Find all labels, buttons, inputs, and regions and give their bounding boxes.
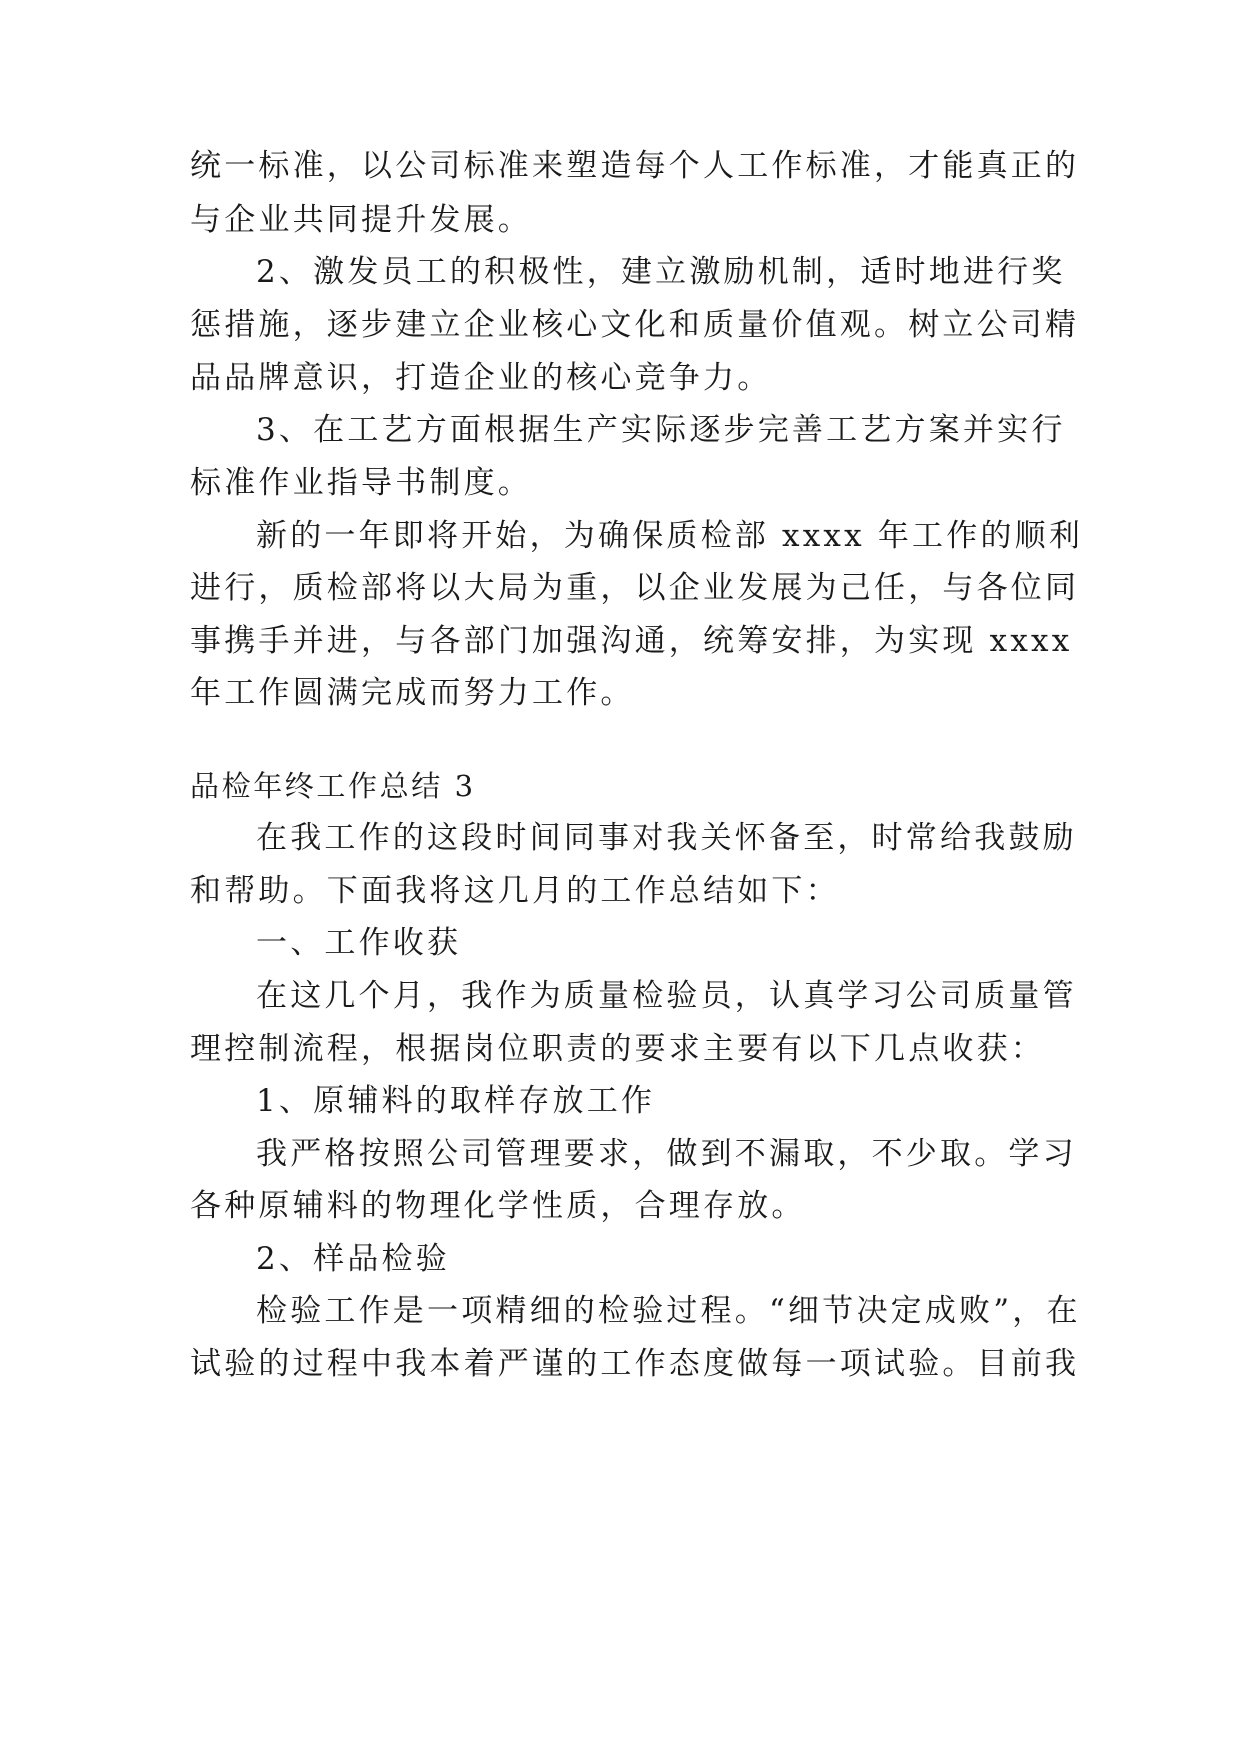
paragraph-line: 试验的过程中我本着严谨的工作态度做每一项试验。目前我 bbox=[190, 1346, 1080, 1382]
section-subheading: 一、工作收获 bbox=[256, 925, 462, 961]
paragraph-line: 新的一年即将开始，为确保质检部 xxxx 年工作的顺利 bbox=[256, 518, 1084, 554]
paragraph-line: 和帮助。下面我将这几月的工作总结如下： bbox=[190, 873, 840, 909]
paragraph-line: 检验工作是一项精细的检验过程。“细节决定成败”，在 bbox=[256, 1293, 1081, 1329]
paragraph-line: 事携手并进，与各部门加强沟通，统筹安排，为实现 xxxx bbox=[190, 623, 1073, 659]
paragraph-line: 在我工作的这段时间同事对我关怀备至，时常给我鼓励 bbox=[256, 820, 1077, 856]
paragraph-line: 进行，质检部将以大局为重，以企业发展为己任，与各位同 bbox=[190, 570, 1080, 606]
paragraph-line: 惩措施，逐步建立企业核心文化和质量价值观。树立公司精 bbox=[190, 307, 1080, 343]
paragraph-line: 在这几个月，我作为质量检验员，认真学习公司质量管 bbox=[256, 978, 1077, 1014]
paragraph-line: 标准作业指导书制度。 bbox=[190, 465, 532, 501]
paragraph-line: 3、在工艺方面根据生产实际逐步完善工艺方案并实行 bbox=[256, 412, 1066, 448]
paragraph-line: 年工作圆满完成而努力工作。 bbox=[190, 675, 635, 711]
section-subheading: 1、原辅料的取样存放工作 bbox=[256, 1083, 656, 1119]
paragraph-line: 与企业共同提升发展。 bbox=[190, 202, 532, 238]
paragraph-line: 统一标准，以公司标准来塑造每个人工作标准，才能真正的 bbox=[190, 148, 1080, 184]
paragraph-line: 各种原辅料的物理化学性质，合理存放。 bbox=[190, 1188, 806, 1224]
section-subheading: 2、样品检验 bbox=[256, 1241, 450, 1277]
paragraph-line: 理控制流程，根据岗位职责的要求主要有以下几点收获： bbox=[190, 1031, 1045, 1067]
paragraph-line: 我严格按照公司管理要求，做到不漏取，不少取。学习 bbox=[256, 1136, 1077, 1172]
paragraph-line: 品品牌意识，打造企业的核心竞争力。 bbox=[190, 360, 772, 396]
section-title: 品检年终工作总结 3 bbox=[190, 769, 476, 803]
paragraph-line: 2、激发员工的积极性，建立激励机制，适时地进行奖 bbox=[256, 254, 1066, 290]
